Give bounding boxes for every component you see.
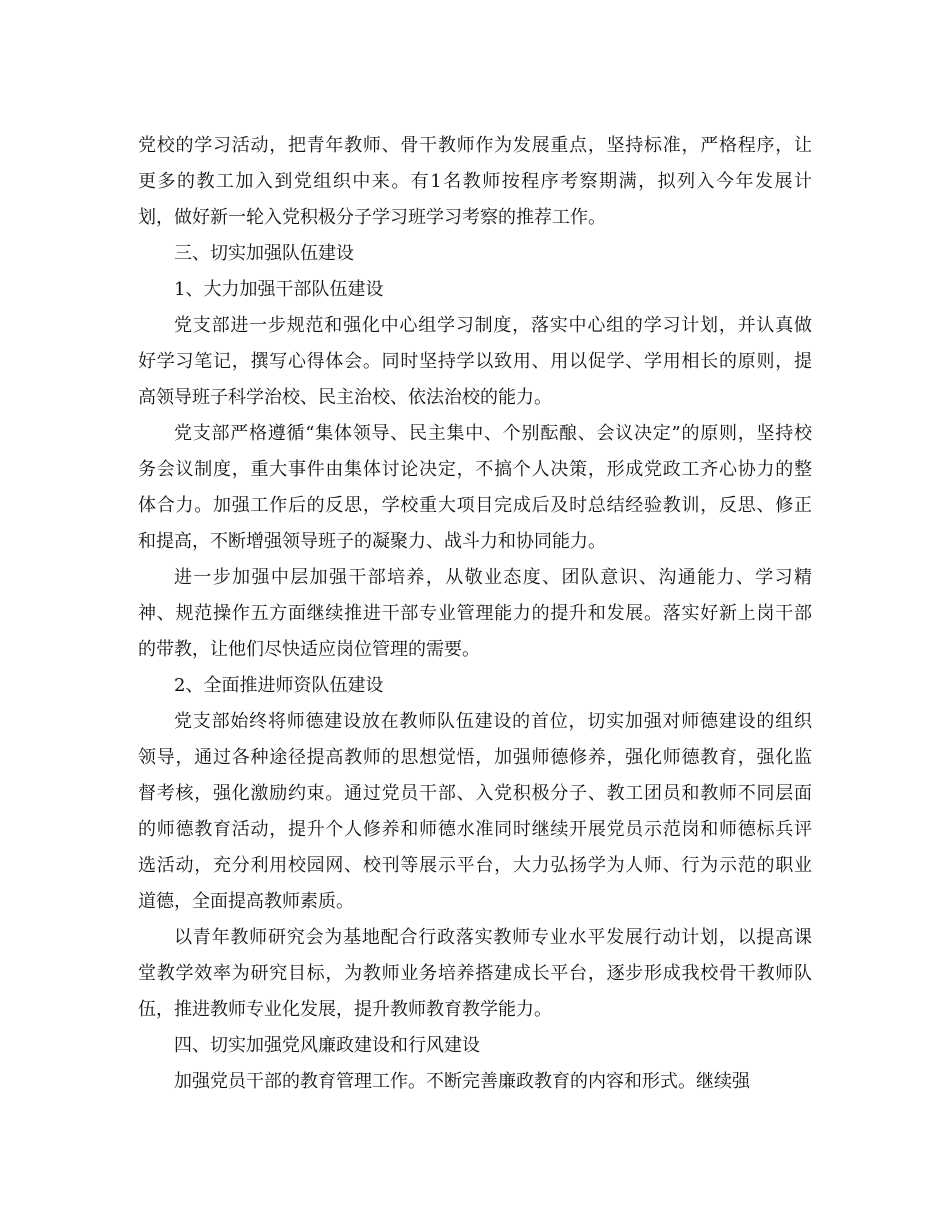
paragraph-line: 党支部始终将师德建设放在教师队伍建设的首位，切实加强对师德建设的组织: [174, 711, 812, 732]
paragraph-line: 和提高，不断增强领导班子的凝聚力、战斗力和协同能力。: [138, 531, 606, 552]
paragraph-line: 以青年教师研究会为基地配合行政落实教师专业水平发展行动计划，以提高课: [174, 927, 812, 948]
paragraph-line: 堂教学效率为研究目标，为教师业务培养搭建成长平台，逐步形成我校骨干教师队: [138, 963, 812, 984]
paragraph-line: 的带教，让他们尽快适应岗位管理的需要。: [138, 639, 480, 660]
paragraph-line: 高领导班子科学治校、民主治校、依法治校的能力。: [138, 387, 552, 408]
paragraph-line: 加强党员干部的教育管理工作。不断完善廉政教育的内容和形式。继续强: [174, 1071, 750, 1092]
paragraph-line: 神、规范操作五方面继续推进干部专业管理能力的提升和发展。落实好新上岗干部: [138, 603, 812, 624]
paragraph-line: 选活动，充分利用校园网、校刊等展示平台，大力弘扬学为人师、行为示范的职业: [138, 855, 812, 876]
paragraph-line: 党支部进一步规范和强化中心组学习制度，落实中心组的学习计划，并认真做: [174, 315, 812, 336]
paragraph-line: 督考核，强化激励约束。通过党员干部、入党积极分子、教工团员和教师不同层面: [138, 783, 812, 804]
paragraph-line: 党支部严格遵循“集体领导、民主集中、个别酝酿、会议决定”的原则，坚持校: [174, 423, 812, 444]
paragraph-line: 更多的教工加入到党组织中来。有1名教师按程序考察期满，拟列入今年发展计: [138, 171, 812, 192]
section-heading: 三、切实加强队伍建设: [174, 243, 354, 264]
paragraph-line: 划，做好新一轮入党积极分子学习班学习考察的推荐工作。: [138, 207, 606, 228]
subsection-heading: 1、大力加强干部队伍建设: [174, 279, 384, 300]
paragraph-line: 领导，通过各种途径提高教师的思想觉悟，加强师德修养，强化师德教育，强化监: [138, 747, 812, 768]
section-heading: 四、切实加强党风廉政建设和行风建设: [174, 1035, 480, 1056]
subsection-heading: 2、全面推进师资队伍建设: [174, 675, 384, 696]
paragraph-line: 的师德教育活动，提升个人修养和师德水准同时继续开展党员示范岗和师德标兵评: [138, 819, 812, 840]
paragraph-line: 进一步加强中层加强干部培养，从敬业态度、团队意识、沟通能力、学习精: [174, 567, 812, 588]
paragraph-line: 好学习笔记，撰写心得体会。同时坚持学以致用、用以促学、学用相长的原则，提: [138, 351, 812, 372]
document-body: [138, 128, 812, 1100]
paragraph-line: 体合力。加强工作后的反思，学校重大项目完成后及时总结经验教训，反思、修正: [138, 495, 812, 516]
paragraph-line: 党校的学习活动，把青年教师、骨干教师作为发展重点，坚持标准，严格程序，让: [138, 135, 812, 156]
paragraph-line: 务会议制度，重大事件由集体讨论决定，不搞个人决策，形成党政工齐心协力的整: [138, 459, 812, 480]
paragraph-line: 伍，推进教师专业化发展，提升教师教育教学能力。: [138, 999, 552, 1020]
paragraph-line: 道德，全面提高教师素质。: [138, 891, 354, 912]
